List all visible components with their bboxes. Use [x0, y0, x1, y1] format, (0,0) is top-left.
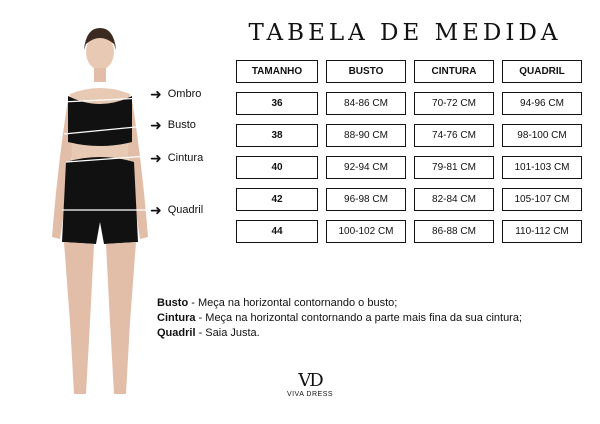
table-cell: 84-86 CM	[326, 92, 406, 115]
note-text: - Meça na horizontal contornando a parte mais fina da sua cintura;	[195, 312, 523, 324]
measurement-notes	[157, 296, 522, 341]
note-line	[157, 311, 522, 326]
table-cell: 110-112 CM	[502, 220, 582, 243]
table-row	[236, 124, 582, 147]
table-row	[236, 92, 582, 115]
brand-logo	[278, 370, 342, 398]
measure-label-cintura	[150, 151, 203, 165]
measure-label-text: Ombro	[167, 88, 202, 100]
note-line	[157, 326, 522, 341]
size-cell: 42	[236, 188, 318, 211]
note-text: - Meça na horizontal contornando o busto;	[188, 297, 398, 309]
table-cell: 79-81 CM	[414, 156, 494, 179]
table-cell: 92-94 CM	[326, 156, 406, 179]
size-cell: 38	[236, 124, 318, 147]
measure-label-quadril	[150, 203, 203, 217]
note-text: - Saia Justa.	[195, 327, 260, 339]
table-cell: 94-96 CM	[502, 92, 582, 115]
measure-label-text: Cintura	[167, 152, 204, 164]
table-cell: 98-100 CM	[502, 124, 582, 147]
arrow-right-icon: ➜	[150, 202, 162, 218]
arrow-right-icon: ➜	[150, 86, 162, 102]
table-header-row	[236, 60, 582, 83]
table-row	[236, 188, 582, 211]
table-row	[236, 220, 582, 243]
table-cell: 82-84 CM	[414, 188, 494, 211]
table-cell: 86-88 CM	[414, 220, 494, 243]
table-cell: 105-107 CM	[502, 188, 582, 211]
logo-text: VIVA DRESS	[286, 391, 334, 398]
table-cell: 74-76 CM	[414, 124, 494, 147]
measure-label-text: Busto	[167, 119, 196, 131]
note-term: Busto	[157, 297, 189, 309]
size-cell: 36	[236, 92, 318, 115]
table-cell: 88-90 CM	[326, 124, 406, 147]
model-figure	[40, 22, 160, 407]
table-cell: 70-72 CM	[414, 92, 494, 115]
header-cell: TAMANHO	[236, 60, 318, 83]
note-term: Cintura	[157, 312, 196, 324]
measure-label-busto	[150, 118, 196, 132]
header-cell: BUSTO	[326, 60, 406, 83]
page-title: TABELA DE MEDIDA	[248, 20, 562, 46]
logo-mark: VD	[298, 370, 322, 391]
size-cell: 40	[236, 156, 318, 179]
note-term: Quadril	[157, 327, 196, 339]
table-cell: 100-102 CM	[326, 220, 406, 243]
table-row	[236, 156, 582, 179]
table-cell: 96-98 CM	[326, 188, 406, 211]
header-cell: CINTURA	[414, 60, 494, 83]
arrow-right-icon: ➜	[150, 117, 162, 133]
table-cell: 101-103 CM	[502, 156, 582, 179]
size-table	[236, 60, 582, 252]
measure-label-ombro	[150, 87, 201, 101]
note-line	[157, 296, 522, 311]
size-cell: 44	[236, 220, 318, 243]
measure-label-text: Quadril	[167, 204, 204, 216]
arrow-right-icon: ➜	[150, 150, 162, 166]
header-cell: QUADRIL	[502, 60, 582, 83]
